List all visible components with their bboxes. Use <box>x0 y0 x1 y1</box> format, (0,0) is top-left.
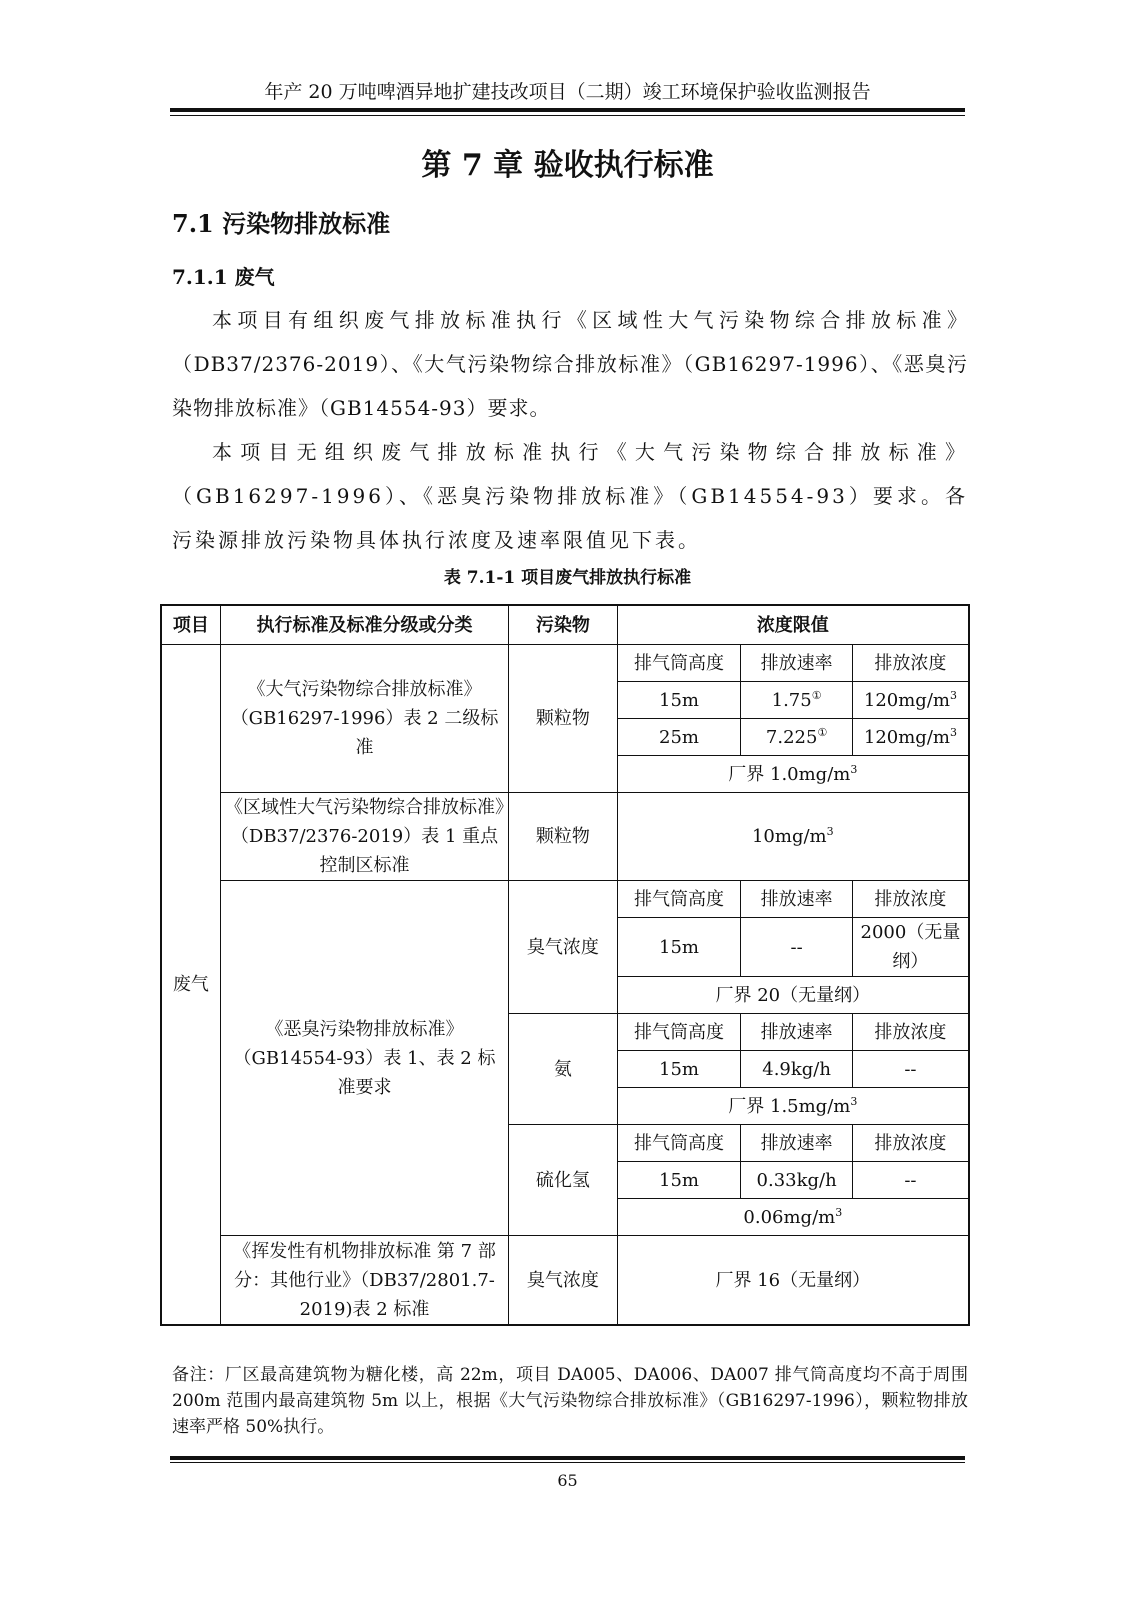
unit-superscript: 3 <box>850 762 858 776</box>
subheader-rate: 排放速率 <box>741 1014 852 1051</box>
conc-value <box>852 719 969 756</box>
pollutant-particulate: 颗粒物 <box>509 645 617 793</box>
emission-standards-table <box>160 604 970 1326</box>
unit-superscript: 3 <box>826 825 834 838</box>
footer-rule-thick <box>170 1456 965 1460</box>
subheader-height: 排气筒高度 <box>617 1125 741 1162</box>
subheader-conc: 排放浓度 <box>852 1014 969 1051</box>
boundary-text: 0.06mg/m <box>743 1206 836 1228</box>
table-header-row <box>161 605 969 645</box>
rate-number: 7.225 <box>765 726 818 748</box>
subheader-height: 排气筒高度 <box>617 1014 741 1051</box>
header-limit: 浓度限值 <box>617 605 969 645</box>
height-value: 15m <box>617 1162 741 1199</box>
table-row <box>161 1236 969 1326</box>
table-row <box>161 645 969 682</box>
subheader-height: 排气筒高度 <box>617 881 741 918</box>
boundary-text: 厂界 1.0mg/m <box>728 763 851 785</box>
limit-text: 10mg/m <box>751 826 827 847</box>
table-row <box>161 793 969 881</box>
height-value: 15m <box>617 918 741 977</box>
subsection-title: 7.1.1 废气 <box>172 265 275 289</box>
rate-value <box>741 682 852 719</box>
conc-number: 120mg/m <box>863 689 950 711</box>
unit-superscript: 3 <box>835 1205 843 1219</box>
standard-db37-2801: 《挥发性有机物排放标准 第 7 部分：其他行业》（DB37/2801.7-2019)表 2 标准 <box>220 1236 508 1326</box>
rate-value: 4.9kg/h <box>741 1051 852 1088</box>
height-value: 25m <box>617 719 741 756</box>
pollutant-odor: 臭气浓度 <box>509 1236 617 1326</box>
rate-number: 1.75 <box>771 689 812 711</box>
conc-value: -- <box>852 1051 969 1088</box>
conc-number: 120mg/m <box>863 726 950 748</box>
subheader-conc: 排放浓度 <box>852 1125 969 1162</box>
rate-value: -- <box>741 918 852 977</box>
header-rule-thin <box>170 115 965 116</box>
standard-db37-2376: 《区域性大气污染物综合排放标准》（DB37/2376-2019）表 1 重点控制区标准 <box>220 793 508 881</box>
boundary-limit <box>617 756 969 793</box>
conc-value <box>852 682 969 719</box>
rate-footnote-mark: ① <box>817 725 828 739</box>
boundary-text: 厂界 1.5mg/m <box>728 1095 851 1117</box>
limit-value <box>617 793 969 881</box>
subheader-rate: 排放速率 <box>741 881 852 918</box>
unit-superscript: 3 <box>949 725 957 739</box>
standard-gb16297: 《大气污染物综合排放标准》（GB16297-1996）表 2 二级标准 <box>220 645 508 793</box>
footer-rule-thin <box>170 1462 965 1463</box>
subheader-rate: 排放速率 <box>741 645 852 682</box>
standard-gb14554: 《恶臭污染物排放标准》（GB14554-93）表 1、表 2 标准要求 <box>220 881 508 1236</box>
boundary-limit <box>617 1088 969 1125</box>
table-row <box>161 881 969 918</box>
table-caption: 表 7.1-1 项目废气排放执行标准 <box>443 568 692 588</box>
pollutant-ammonia: 氨 <box>509 1014 617 1125</box>
document-header: 年产 20 万吨啤酒异地扩建技改项目（二期）竣工环境保护验收监测报告 <box>264 81 871 103</box>
paragraph-organized-emissions: 本项目有组织废气排放标准执行《区域性大气污染物综合排放标准》（DB37/2376-2019）、《大气污染物综合排放标准》（GB16297-1996）、《恶臭污染物排放标准》（GB14554-93）要求。 <box>172 308 968 420</box>
category-cell: 废气 <box>161 645 220 1326</box>
chapter-title: 第 7 章 验收执行标准 <box>421 148 714 183</box>
subheader-rate: 排放速率 <box>741 1125 852 1162</box>
pollutant-h2s: 硫化氢 <box>509 1125 617 1236</box>
subheader-conc: 排放浓度 <box>852 881 969 918</box>
conc-value: -- <box>852 1162 969 1199</box>
unit-superscript: 3 <box>949 688 957 702</box>
page-number: 65 <box>557 1471 578 1490</box>
boundary-limit: 厂界 20（无量纲） <box>617 977 969 1014</box>
pollutant-odor: 臭气浓度 <box>509 881 617 1014</box>
table-note: 备注：厂区最高建筑物为糖化楼，高 22m，项目 DA005、DA006、DA007 排气筒高度均不高于周围 200m 范围内最高建筑物 5m 以上，根据《大气污染物综合排放标准》（GB16297-1996），颗粒物排放速率严格 50%执行。 <box>172 1365 968 1437</box>
pollutant-particulate: 颗粒物 <box>509 793 617 881</box>
conc-value: 2000（无量纲） <box>852 918 969 977</box>
height-value: 15m <box>617 682 741 719</box>
rate-footnote-mark: ① <box>811 688 822 702</box>
subheader-conc: 排放浓度 <box>852 645 969 682</box>
boundary-limit: 厂界 16（无量纲） <box>617 1236 969 1326</box>
header-pollutant: 污染物 <box>509 605 617 645</box>
header-rule-thick <box>170 108 965 112</box>
unit-superscript: 3 <box>850 1094 858 1108</box>
rate-value: 0.33kg/h <box>741 1162 852 1199</box>
height-value: 15m <box>617 1051 741 1088</box>
header-standard: 执行标准及标准分级或分类 <box>220 605 508 645</box>
rate-value <box>741 719 852 756</box>
paragraph-fugitive-emissions: 本项目无组织废气排放标准执行《大气污染物综合排放标准》（GB16297-1996）、《恶臭污染物排放标准》（GB14554-93）要求。各污染源排放污染物具体执行浓度及速率限值见下表。 <box>172 440 968 552</box>
boundary-limit <box>617 1199 969 1236</box>
section-title: 7.1 污染物排放标准 <box>172 209 391 238</box>
header-item: 项目 <box>161 605 220 645</box>
subheader-height: 排气筒高度 <box>617 645 741 682</box>
